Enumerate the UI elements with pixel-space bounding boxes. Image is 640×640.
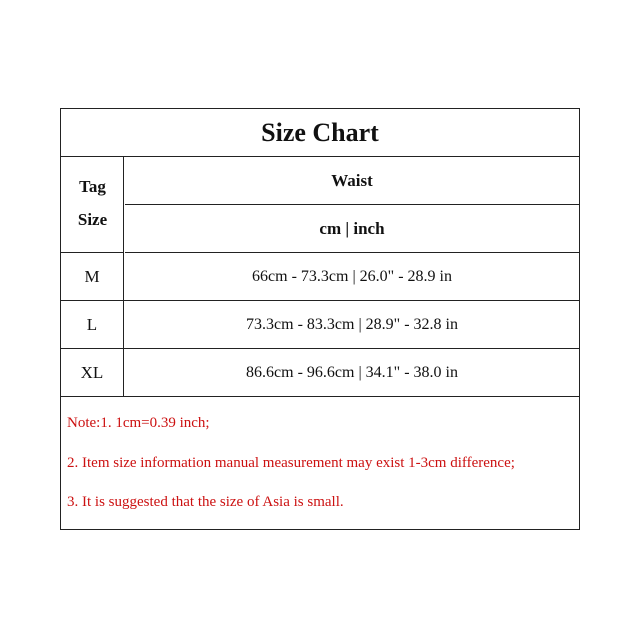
table-row	[61, 349, 579, 397]
table-row	[61, 301, 579, 349]
size-chart-table	[60, 108, 580, 530]
note-3: 3. It is suggested that the size of Asia is small.	[67, 494, 344, 510]
size-cell: XL	[61, 349, 124, 396]
note-2: 2. Item size information manual measurement may exist 1-3cm difference;	[67, 455, 515, 471]
note-1: Note:1. 1cm=0.39 inch;	[67, 415, 210, 431]
notes-section	[61, 397, 579, 529]
table-row	[61, 253, 579, 301]
tag-size-header	[61, 157, 124, 253]
tag-header-line2: Size	[77, 210, 108, 229]
size-cell: L	[61, 301, 124, 348]
tag-header-line1: Tag	[79, 177, 106, 196]
units-header: cm | inch	[125, 205, 579, 253]
size-cell: M	[61, 253, 124, 300]
chart-title: Size Chart	[61, 109, 579, 157]
waist-cell: 73.3cm - 83.3cm | 28.9" - 32.8 in	[246, 315, 458, 333]
waist-cell: 86.6cm - 96.6cm | 34.1" - 38.0 in	[246, 363, 458, 381]
waist-cell: 66cm - 73.3cm | 26.0" - 28.9 in	[252, 267, 452, 285]
waist-header: Waist	[125, 157, 579, 205]
